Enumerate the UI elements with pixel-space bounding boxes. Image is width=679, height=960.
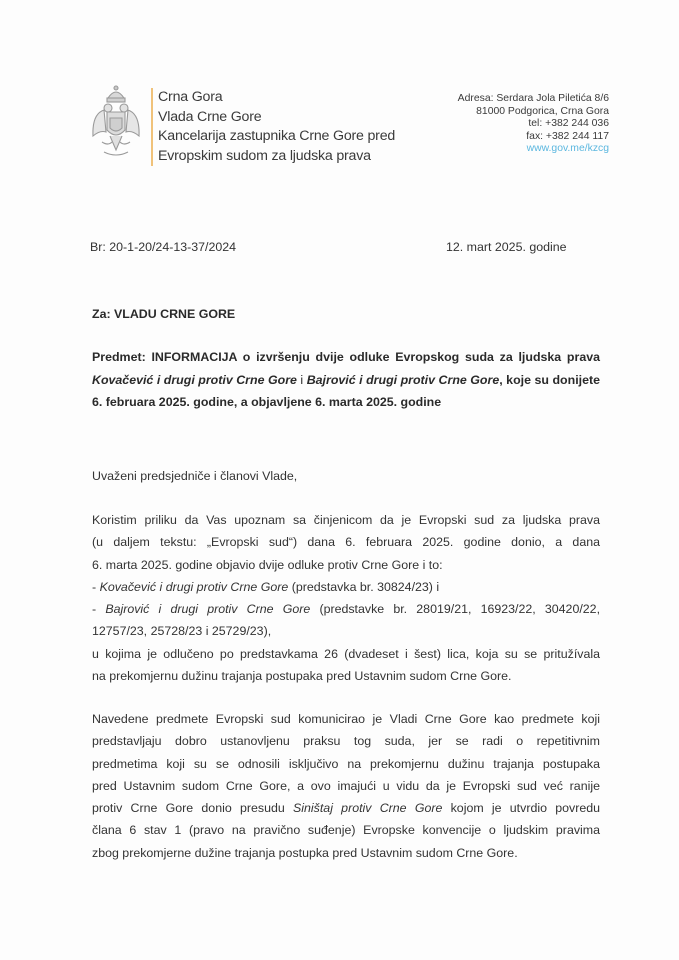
org-line-court: Evropskim sudom za ljudska prava (158, 147, 371, 164)
case-name: Siništaj protiv Crne Gore (293, 801, 443, 816)
p1-closing-2: na prekomjernu dužinu trajanja postupaka pred Ustavnim sudom Crne Gore. (92, 669, 512, 684)
p2-line-5-post: kojom je utvrdio povredu (442, 801, 600, 816)
p2-line-1: Navedene predmete Evropski sud komunicirao je Vladi Crne Gore kao predmete koji (92, 712, 600, 726)
paragraph-2 (92, 708, 600, 864)
p2-line-5-pre: protiv Crne Gore donio presudu (92, 801, 293, 816)
paragraph-1 (92, 509, 600, 687)
recipient: Za: VLADU CRNE GORE (92, 307, 236, 321)
subject-case-2: Bajrović i drugi protiv Crne Gore (306, 372, 500, 387)
contact-fax: fax: +382 244 117 (526, 130, 609, 142)
organization-name (158, 88, 395, 166)
case-detail: (predstavke br. 28019/21, 16923/22, 30420/22, (310, 602, 601, 617)
subject-case-1: Kovačević i drugi protiv Crne Gore (92, 372, 297, 387)
p2-line-7: zbog prekomjerne dužine trajanja postupka pred Ustavnim sudom Crne Gore. (92, 845, 518, 860)
org-line-office: Kancelarija zastupnika Crne Gore pred (158, 128, 396, 144)
p2-line-3: predmetima koji su se odnosili isključivo na prekomjernu dužinu trajanja postupaka (92, 756, 600, 771)
case-name: Bajrović i drugi protiv Crne Gore (105, 602, 311, 617)
case-name: Kovačević i drugi protiv Crne Gore (99, 579, 289, 594)
p2-line-4: pred Ustavnim sudom Crne Gore, a ovo imajući u vidu da je Evropski sud već ranije (92, 778, 600, 793)
case-detail-continued: 12757/23, 25728/23 i 25729/23), (92, 624, 272, 639)
contact-website-link[interactable]: www.gov.me/kzcg (526, 143, 609, 155)
list-dash: - (92, 602, 106, 617)
p2-line-5 (92, 797, 600, 819)
p1-line-2: (u daljem tekstu: „Evropski sud“) dana 6. februara 2025. godine donio, a dana (92, 535, 600, 550)
montenegro-coat-of-arms-icon (90, 84, 142, 164)
contact-tel: tel: +382 244 036 (528, 118, 609, 130)
p2-line-2: predstavljaju dobro ustanovljenu praksu tog suda, jer se radi o repetitivnim (92, 734, 600, 749)
case-list-item (92, 598, 600, 620)
subject-mid: i (296, 372, 307, 387)
document-date: 12. mart 2025. godine (446, 240, 567, 254)
case-detail: (predstavka br. 30824/23) i (288, 579, 440, 594)
org-line-government: Vlada Crne Gore (158, 108, 262, 125)
subject-suffix: , koje su donijete 6. februara 2025. godine, a objavljene 6. marta 2025. godine (92, 372, 600, 409)
header-separator (151, 88, 153, 166)
reference-number: Br: 20-1-20/24-13-37/2024 (90, 240, 237, 254)
p1-line-1: Koristim priliku da Vas upoznam sa činjenicom da je Evropski sud za ljudska prava (92, 513, 600, 527)
case-list-item (92, 576, 600, 598)
subject-prefix: Predmet: INFORMACIJA o izvršenju dvije odluke Evropskog suda za ljudska prava (92, 350, 600, 364)
p1-line-3: 6. marta 2025. godine objavio dvije odluke protiv Crne Gore i to: (92, 557, 443, 572)
p2-line-6: člana 6 stav 1 (pravo na pravično suđenje) Evropske konvencije o ljudskim pravima (92, 823, 600, 838)
org-line-country: Crna Gora (158, 89, 223, 105)
greeting: Uvaženi predsjedniče i članovi Vlade, (92, 469, 298, 483)
contact-city: 81000 Podgorica, Crna Gora (476, 105, 609, 117)
list-dash: - (92, 579, 100, 594)
subject (92, 346, 600, 414)
contact-address: Adresa: Serdara Jola Piletića 8/6 (457, 93, 609, 104)
p1-closing-1: u kojima je odlučeno po predstavkama 26 (dvadeset i šest) lica, koja su se pritužívala (92, 646, 600, 661)
contact-block (458, 93, 609, 156)
